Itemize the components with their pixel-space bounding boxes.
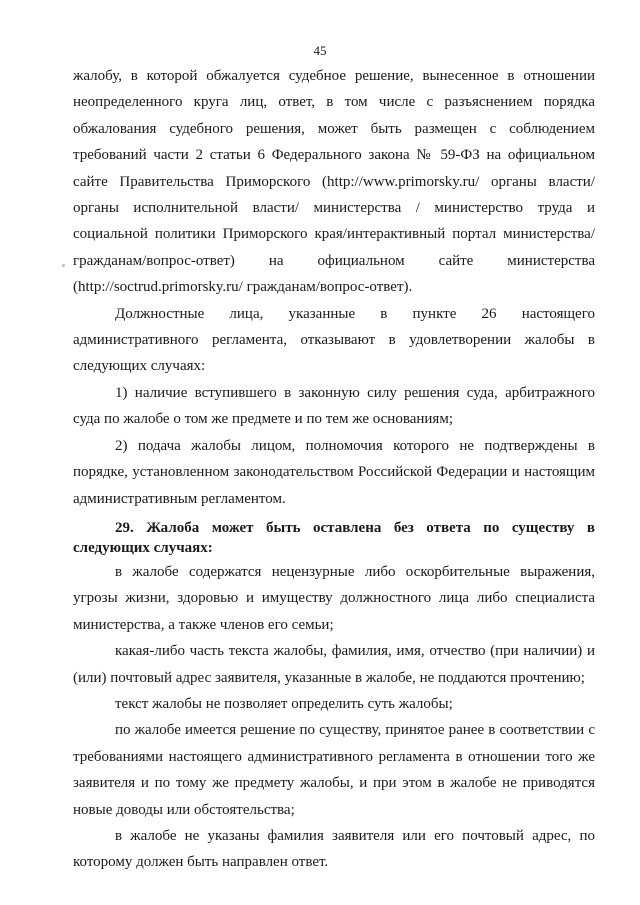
page-number: 45 [313, 43, 327, 58]
paragraph-unreadable-text: какая-либо часть текста жалобы, фамилия, имя, отчество (при наличии) и (или) почтовый адрес заявителя, указанные в жалобе, не поддаются прочтению; [73, 643, 595, 686]
paragraph-refusal-cases: Должностные лица, указанные в пункте 26 настоящего административного регламента, отказывают в удовлетворении жалобы в следующих случаях: [73, 305, 595, 375]
paragraph-undefined-essence: текст жалобы не позволяет определить суть жалобы; [115, 695, 453, 712]
margin-mark [62, 264, 65, 267]
section-heading-29: 29. Жалоба может быть оставлена без ответа по существу в следующих случаях: [73, 519, 595, 556]
document-body [73, 63, 595, 876]
paragraph-response-publication: жалобу, в которой обжалуется судебное решение, вынесенное в отношении неопределенного круга лиц, ответ, в том числе с разъяснением порядка обжалования судебного решения, может быть размещен с соблюдением требований части 2 статьи 6 Федерального закона № 59-ФЗ на официальном сайте Правительства Приморского (http://www.primorsky.ru/ органы власти/органы исполнительной власти/ министерства / министерство труда и социальной политики Приморского края/интерактивный портал министерства/гражданам/вопрос-ответ) на официальном сайте министерства (http://soctrud.primorsky.ru/ гражданам/вопрос-ответ). [73, 68, 595, 296]
paragraph-unconfirmed-authority: 2) подача жалобы лицом, полномочия которого не подтверждены в порядке, установленном законодательством Российской Федерации и настоящим административным регламентом. [73, 437, 595, 507]
paragraph-obscene-language: в жалобе содержатся нецензурные либо оскорбительные выражения, угрозы жизни, здоровью и имуществу должностного лица либо специалиста министерства, а также членов его семьи; [73, 563, 595, 633]
paragraph-court-decision: 1) наличие вступившего в законную силу решения суда, арбитражного суда по жалобе о том же предмете и по тем же основаниям; [73, 384, 595, 428]
paragraph-missing-address: в жалобе не указаны фамилия заявителя или его почтовый адрес, по которому должен быть направлен ответ. [73, 827, 595, 871]
paragraph-prior-decision: по жалобе имеется решение по существу, принятое ранее в соответствии с требованиями настоящего административного регламента в отношении того же заявителя и по тому же предмету жалобы, и при этом в жалобе не приводятся новые доводы или обстоятельства; [73, 722, 595, 818]
